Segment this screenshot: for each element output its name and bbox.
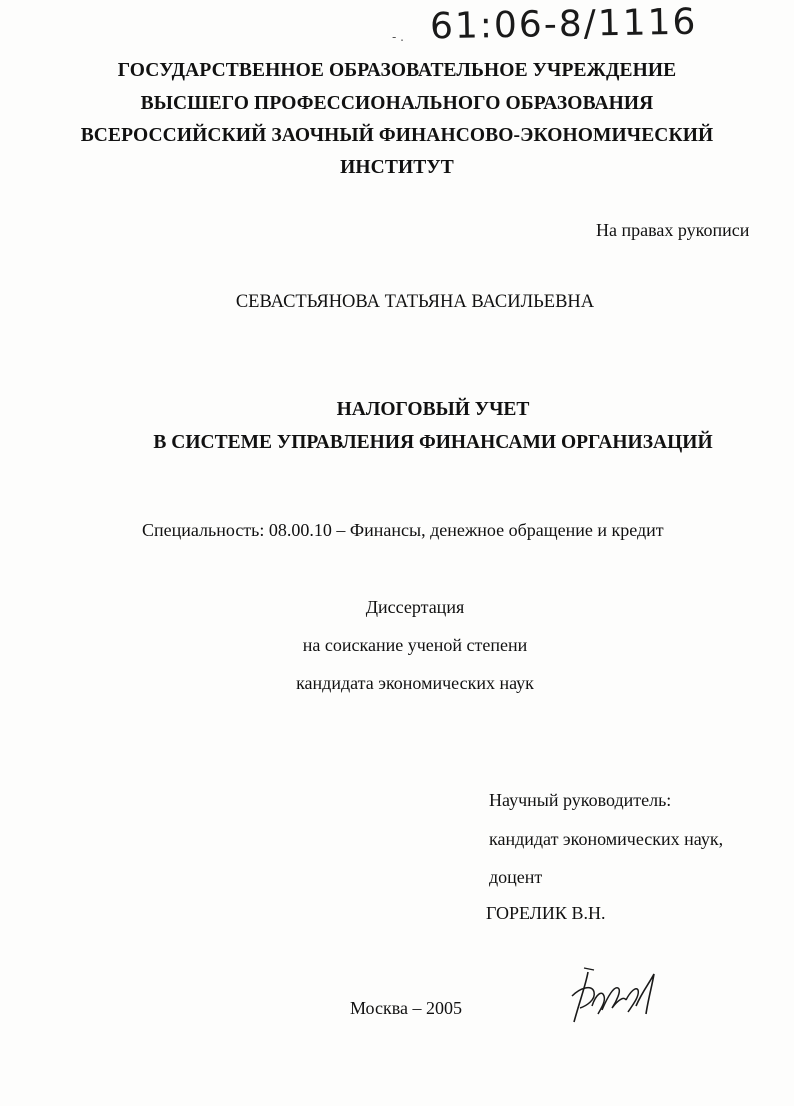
institution-line-2: ВЫСШЕГО ПРОФЕССИОНАЛЬНОГО ОБРАЗОВАНИЯ xyxy=(140,93,654,114)
specialty: Специальность: 08.00.10 – Финансы, денежное обращение и кредит xyxy=(142,520,664,540)
thesis-title-line-1: НАЛОГОВЫЙ УЧЕТ xyxy=(336,399,530,420)
signature xyxy=(566,966,676,1030)
supervisor-label: Научный руководитель: xyxy=(489,790,672,810)
thesis-title-line-2: В СИСТЕМЕ УПРАВЛЕНИЯ ФИНАНСАМИ ОРГАНИЗАЦИЙ xyxy=(153,432,713,453)
city-year: Москва – 2005 xyxy=(350,998,462,1018)
dissertation-line-1: Диссертация xyxy=(365,597,465,617)
institution-line-3: ВСЕРОССИЙСКИЙ ЗАОЧНЫЙ ФИНАНСОВО-ЭКОНОМИЧЕСКИЙ xyxy=(80,125,714,146)
supervisor-rank: доцент xyxy=(489,867,543,887)
author-name: СЕВАСТЬЯНОВА ТАТЬЯНА ВАСИЛЬЕВНА xyxy=(235,292,595,312)
institution-line-1: ГОСУДАРСТВЕННОЕ ОБРАЗОВАТЕЛЬНОЕ УЧРЕЖДЕНИЕ xyxy=(117,60,677,81)
rights-notice: На правах рукописи xyxy=(596,220,750,240)
archive-code: 61:06-8/1116 xyxy=(429,1,698,48)
supervisor-name: ГОРЕЛИК В.Н. xyxy=(486,903,606,923)
dissertation-line-2: на соискание ученой степени xyxy=(302,635,528,655)
institution-line-4: ИНСТИТУТ xyxy=(340,157,454,178)
archive-mark: - . xyxy=(392,30,404,44)
dissertation-line-3: кандидата экономических наук xyxy=(296,673,534,693)
supervisor-degree: кандидат экономических наук, xyxy=(489,829,724,849)
